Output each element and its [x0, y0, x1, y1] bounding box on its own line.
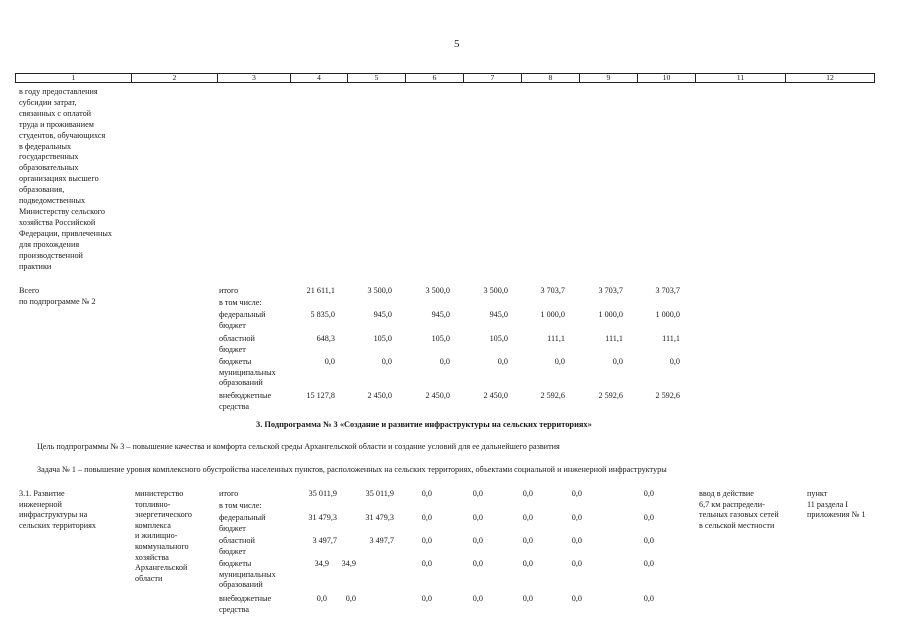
value-cell: 0,0 — [421, 513, 432, 522]
page-number: 5 — [454, 38, 460, 50]
value-cell: 648,3 — [316, 334, 335, 343]
value-cell: 105,0 — [373, 334, 392, 343]
value-cell: 0,0 — [554, 357, 565, 366]
value-cell: 0,0 — [421, 594, 432, 603]
value-cell: 2 450,0 — [367, 391, 392, 400]
source-label: областной бюджет — [219, 334, 255, 354]
value-cell: 945,0 — [489, 310, 508, 319]
value-cell: 5 835,0 — [310, 310, 335, 319]
column-header: 5 — [348, 74, 406, 82]
value-cell: 111,1 — [662, 334, 680, 343]
value-cell: 15 127,8 — [306, 391, 335, 400]
column-header: 10 — [638, 74, 696, 82]
value-cell: 0,0 — [522, 559, 533, 568]
value-cell: 0,0 — [669, 357, 680, 366]
value-cell: 2 450,0 — [483, 391, 508, 400]
value-cell: 2 592,6 — [540, 391, 565, 400]
goal-text: Цель подпрограммы № 3 – повышение качества и комфорта сельской среды Архангельской области и создание условий для ее дальнейшего развития — [37, 442, 560, 451]
value-cell: 34,9 — [341, 559, 356, 568]
value-cell: 31 479,3 — [365, 513, 394, 522]
value-cell: 0,0 — [439, 357, 450, 366]
source-label: федеральный бюджет — [219, 310, 266, 330]
value-cell: 2 450,0 — [425, 391, 450, 400]
value-cell: 0,0 — [522, 489, 533, 498]
item-result: ввод в действие 6,7 км распредели- тельных газовых сетей в сельской местности — [699, 489, 779, 530]
column-header: 4 — [291, 74, 348, 82]
source-label: областной бюджет — [219, 536, 255, 556]
value-cell: 3 703,7 — [655, 286, 680, 295]
column-header: 6 — [406, 74, 464, 82]
column-header: 3 — [218, 74, 291, 82]
value-cell: 3 497,7 — [369, 536, 394, 545]
task-text: Задача № 1 – повышение уровня комплексного обустройства населенных пунктов, расположенных на сельских территориях, объектами социальной и инженерной инфраструктуры — [37, 465, 667, 474]
value-cell: 0,0 — [643, 559, 654, 568]
value-cell: 0,0 — [472, 489, 483, 498]
column-header: 11 — [696, 74, 786, 82]
value-cell: 2 592,6 — [598, 391, 623, 400]
source-label: бюджеты муниципальных образований — [219, 559, 276, 590]
value-cell: 0,0 — [571, 536, 582, 545]
value-cell: 35 011,9 — [365, 489, 394, 498]
value-cell: 3 497,7 — [312, 536, 337, 545]
value-cell: 34,9 — [314, 559, 329, 568]
value-cell: 0,0 — [643, 513, 654, 522]
value-cell: 0,0 — [643, 594, 654, 603]
source-label: федеральный бюджет — [219, 513, 266, 533]
value-cell: 0,0 — [643, 489, 654, 498]
value-cell: 0,0 — [381, 357, 392, 366]
source-label: внебюджетные средства — [219, 594, 272, 614]
item-executor: министерство топливно- энергетического комплекса и жилищно- коммунального хозяйства Архангельской области — [135, 489, 192, 583]
source-label: в том числе: — [219, 298, 262, 307]
value-cell: 945,0 — [373, 310, 392, 319]
value-cell: 2 592,6 — [655, 391, 680, 400]
value-cell: 3 703,7 — [540, 286, 565, 295]
value-cell: 3 703,7 — [598, 286, 623, 295]
item-reference: пункт 11 раздела I приложения № 1 — [807, 489, 866, 520]
value-cell: 105,0 — [489, 334, 508, 343]
source-label: бюджеты муниципальных образований — [219, 357, 276, 388]
value-cell: 0,0 — [324, 357, 335, 366]
value-cell: 1 000,0 — [655, 310, 680, 319]
column-header: 8 — [522, 74, 580, 82]
value-cell: 0,0 — [421, 559, 432, 568]
value-cell: 0,0 — [497, 357, 508, 366]
prev-item-description: в году предоставления субсидии затрат, связанных с оплатой труда и проживанием студентов, обучающихся в федеральных государственных образовательных организациях высшего образования, подведомственных Министерству сельского хозяйства Российской Федерации, привлеченных для прохождения производственной практики — [19, 87, 113, 271]
value-cell: 0,0 — [522, 513, 533, 522]
column-header: 2 — [132, 74, 218, 82]
value-cell: 1 000,0 — [598, 310, 623, 319]
column-header: 9 — [580, 74, 638, 82]
value-cell: 0,0 — [472, 559, 483, 568]
value-cell: 0,0 — [522, 594, 533, 603]
section-title: 3. Подпрограмма № 3 «Создание и развитие инфраструктуры на сельских территориях» — [256, 420, 592, 429]
value-cell: 35 011,9 — [308, 489, 337, 498]
value-cell: 0,0 — [421, 536, 432, 545]
item-name: 3.1. Развитие инженерной инфраструктуры на сельских территориях — [19, 489, 97, 530]
source-label: итого — [219, 489, 239, 498]
value-cell: 0,0 — [345, 594, 356, 603]
value-cell: 0,0 — [571, 513, 582, 522]
value-cell: 0,0 — [643, 536, 654, 545]
value-cell: 0,0 — [522, 536, 533, 545]
value-cell: 3 500,0 — [483, 286, 508, 295]
column-header: 1 — [16, 74, 132, 82]
column-header: 12 — [826, 73, 834, 82]
value-cell: 31 479,3 — [308, 513, 337, 522]
value-cell: 0,0 — [472, 513, 483, 522]
value-cell: 0,0 — [612, 357, 623, 366]
value-cell: 21 611,1 — [306, 286, 335, 295]
source-label: в том числе: — [219, 501, 262, 510]
subtotal-label: Всего по подпрограмме № 2 — [19, 286, 96, 306]
value-cell: 0,0 — [421, 489, 432, 498]
value-cell: 0,0 — [472, 594, 483, 603]
value-cell: 1 000,0 — [540, 310, 565, 319]
column-header: 7 — [464, 74, 522, 82]
value-cell: 0,0 — [571, 594, 582, 603]
value-cell: 3 500,0 — [367, 286, 392, 295]
value-cell: 945,0 — [431, 310, 450, 319]
value-cell: 0,0 — [472, 536, 483, 545]
value-cell: 111,1 — [547, 334, 565, 343]
value-cell: 0,0 — [316, 594, 327, 603]
value-cell: 0,0 — [571, 489, 582, 498]
value-cell: 105,0 — [431, 334, 450, 343]
value-cell: 111,1 — [605, 334, 623, 343]
value-cell: 0,0 — [571, 559, 582, 568]
source-label: внебюджетные средства — [219, 391, 272, 411]
source-label: итого — [219, 286, 239, 295]
value-cell: 3 500,0 — [425, 286, 450, 295]
column-header-row — [15, 73, 875, 83]
